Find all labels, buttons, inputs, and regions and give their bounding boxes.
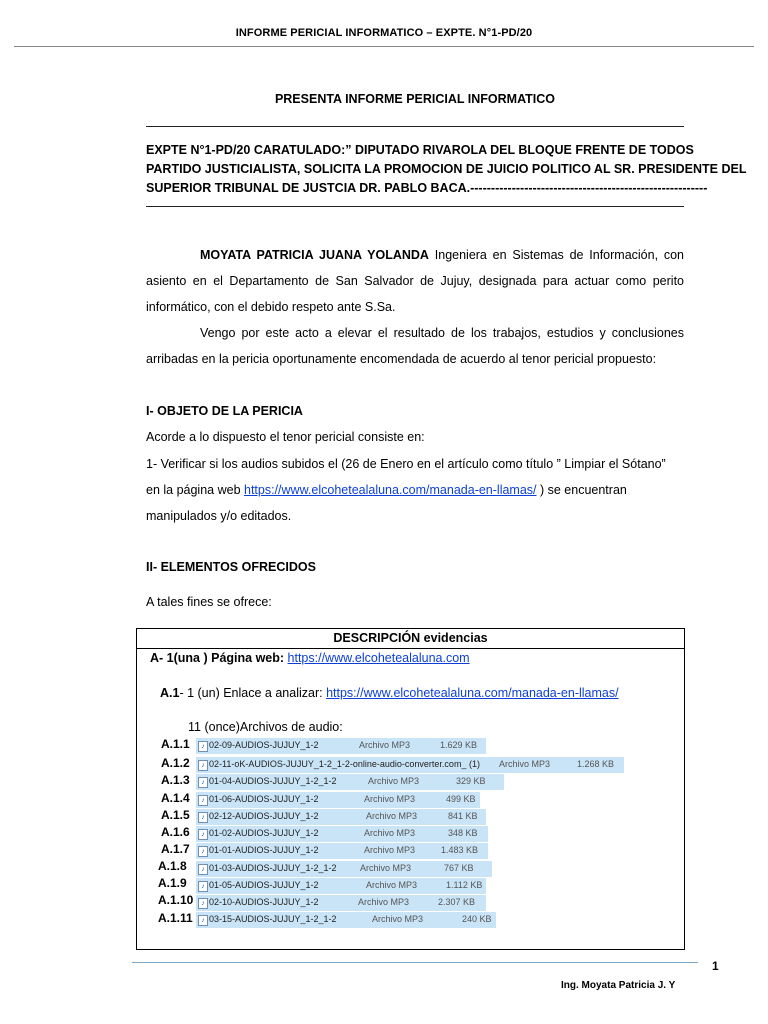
file-label: A.1.7 bbox=[161, 842, 190, 856]
objeto-line-1: Acorde a lo dispuesto el tenor pericial consiste en: bbox=[146, 430, 425, 444]
evidence-a-label: A bbox=[150, 651, 160, 665]
file-row[interactable] bbox=[196, 861, 492, 877]
evidence-a1-label: A.1 bbox=[160, 686, 180, 700]
file-type: Archivo MP3 bbox=[360, 863, 412, 873]
expte-caption bbox=[146, 141, 747, 198]
mp3-file-icon: ♪ bbox=[198, 777, 208, 788]
file-label: A.1.6 bbox=[161, 825, 190, 839]
file-size: 1.483 KB bbox=[441, 845, 479, 855]
file-name: 01-02-AUDIOS-JUJUY_1-2 bbox=[209, 828, 319, 838]
file-row[interactable] bbox=[196, 912, 496, 928]
file-size: 841 KB bbox=[448, 811, 478, 821]
file-label: A.1.9 bbox=[158, 876, 187, 890]
file-size: 1.268 KB bbox=[577, 759, 615, 769]
file-row[interactable] bbox=[196, 792, 480, 808]
running-header: INFORME PERICIAL INFORMATICO – EXPTE. N°1-PD/20 bbox=[235, 27, 533, 39]
mp3-file-icon: ♪ bbox=[198, 915, 208, 926]
file-row[interactable] bbox=[196, 895, 486, 911]
footer-divider bbox=[132, 962, 698, 963]
file-row[interactable] bbox=[196, 774, 504, 790]
file-type: Archivo MP3 bbox=[364, 794, 416, 804]
file-label: A.1.5 bbox=[161, 808, 190, 822]
intro-paragraph bbox=[146, 242, 684, 372]
manada-evidence-link[interactable]: https://www.elcohetealaluna.com/manada-en-llamas/ bbox=[326, 686, 619, 700]
file-size: 240 KB bbox=[462, 914, 492, 924]
evidence-header: DESCRIPCIÓN evidencias bbox=[137, 629, 684, 649]
file-size: 767 KB bbox=[444, 863, 474, 873]
intro-line-5: arribadas en la pericia oportunamente encomendada de acuerdo al tenor pericial propuesto: bbox=[146, 352, 657, 366]
file-name: 02-10-AUDIOS-JUJUY_1-2 bbox=[209, 897, 319, 907]
file-label: A.1.1 bbox=[161, 737, 190, 751]
file-name: 02-12-AUDIOS-JUJUY_1-2 bbox=[209, 811, 319, 821]
intro-line-2: asiento en el Departamento de San Salvador de Jujuy, designada para actuar como perito bbox=[146, 274, 684, 288]
file-type: Archivo MP3 bbox=[358, 897, 410, 907]
mp3-file-icon: ♪ bbox=[198, 795, 208, 806]
file-row[interactable] bbox=[196, 757, 624, 773]
expte-line-1: EXPTE N°1-PD/20 CARATULADO:” DIPUTADO RIVAROLA DEL BLOQUE FRENTE DE TODOS bbox=[146, 143, 694, 157]
evidence-table bbox=[136, 628, 685, 950]
file-row[interactable] bbox=[196, 826, 488, 842]
file-row[interactable] bbox=[196, 738, 486, 754]
file-row[interactable] bbox=[196, 809, 486, 825]
file-label: A.1.11 bbox=[158, 911, 193, 925]
mp3-file-icon: ♪ bbox=[198, 846, 208, 857]
file-size: 329 KB bbox=[456, 776, 486, 786]
intro-line-4: Vengo por este acto a elevar el resultado de los trabajos, estudios y conclusiones bbox=[200, 326, 684, 340]
file-type: Archivo MP3 bbox=[364, 845, 416, 855]
file-size: 348 KB bbox=[448, 828, 478, 838]
file-label: A.1.4 bbox=[161, 791, 190, 805]
file-name: 01-05-AUDIOS-JUJUY_1-2 bbox=[209, 880, 319, 890]
file-name: 01-01-AUDIOS-JUJUY_1-2 bbox=[209, 845, 319, 855]
header-divider bbox=[14, 46, 754, 47]
file-name: 01-04-AUDIOS-JUJUY_1-2_1-2 bbox=[209, 776, 337, 786]
file-size: 2.307 KB bbox=[438, 897, 476, 907]
file-type: Archivo MP3 bbox=[364, 828, 416, 838]
file-name: 01-06-AUDIOS-JUJUY_1-2 bbox=[209, 794, 319, 804]
perito-name: MOYATA PATRICIA JUANA YOLANDA bbox=[200, 248, 429, 262]
manada-link[interactable]: https://www.elcohetealaluna.com/manada-en-llamas/ bbox=[244, 483, 537, 497]
file-type: Archivo MP3 bbox=[359, 740, 411, 750]
file-label: A.1.8 bbox=[158, 859, 187, 873]
file-name: 01-03-AUDIOS-JUJUY_1-2_1-2 bbox=[209, 863, 337, 873]
file-label: A.1.2 bbox=[161, 756, 190, 770]
file-name: 03-15-AUDIOS-JUJUY_1-2_1-2 bbox=[209, 914, 337, 924]
evidence-a1-line: A.1- 1 (un) Enlace a analizar: https://www.elcohetealaluna.com/manada-en-llamas/ bbox=[160, 686, 619, 700]
file-name: 02-11-oK-AUDIOS-JUJUY_1-2_1-2-online-audio-converter.com_ (1) bbox=[209, 759, 480, 769]
file-size: 1.629 KB bbox=[440, 740, 478, 750]
intro-line-3: informático, con el debido respeto ante S.Sa. bbox=[146, 300, 396, 314]
mp3-file-icon: ♪ bbox=[198, 812, 208, 823]
mp3-file-icon: ♪ bbox=[198, 829, 208, 840]
file-label: A.1.10 bbox=[158, 893, 194, 907]
file-type: Archivo MP3 bbox=[366, 811, 418, 821]
intro-line-1: MOYATA PATRICIA JUANA YOLANDA Ingeniera en Sistemas de Información, con bbox=[200, 248, 685, 262]
section-objeto-title: I- OBJETO DE LA PERICIA bbox=[146, 404, 303, 418]
elcohete-link[interactable]: https://www.elcohetealaluna.com bbox=[287, 651, 470, 665]
objeto-line-2: 1- Verificar si los audios subidos el (26 de Enero en el artículo como título ” Limpiar el Sótano” bbox=[146, 457, 666, 471]
file-type: Archivo MP3 bbox=[372, 914, 424, 924]
section-elementos-title: II- ELEMENTOS OFRECIDOS bbox=[146, 560, 316, 574]
footer-author: Ing. Moyata Patricia J. Y bbox=[561, 980, 676, 991]
expte-line-2: PARTIDO JUSTICIALISTA, SOLICITA LA PROMOCION DE JUICIO POLITICO AL SR. PRESIDENTE DEL bbox=[146, 162, 747, 176]
mp3-file-icon: ♪ bbox=[198, 741, 208, 752]
file-size: 499 KB bbox=[446, 794, 476, 804]
bottom-rule bbox=[146, 206, 684, 207]
file-size: 1.112 KB bbox=[446, 880, 483, 890]
file-label: A.1.3 bbox=[161, 773, 190, 787]
file-type: Archivo MP3 bbox=[366, 880, 418, 890]
top-rule bbox=[146, 126, 684, 127]
objeto-line-4: manipulados y/o editados. bbox=[146, 509, 292, 523]
mp3-file-icon: ♪ bbox=[198, 864, 208, 875]
page-number: 1 bbox=[712, 959, 719, 973]
evidence-a-line: A- 1(una ) Página web: https://www.elcohetealaluna.com bbox=[150, 651, 470, 665]
audio-files-title: 11 (once)Archivos de audio: bbox=[188, 720, 343, 734]
document-title: PRESENTA INFORME PERICIAL INFORMATICO bbox=[274, 92, 556, 106]
elementos-line-1: A tales fines se ofrece: bbox=[146, 595, 272, 609]
file-type: Archivo MP3 bbox=[368, 776, 420, 786]
mp3-file-icon: ♪ bbox=[198, 760, 208, 771]
file-row[interactable] bbox=[196, 843, 488, 859]
mp3-file-icon: ♪ bbox=[198, 898, 208, 909]
expte-line-3: SUPERIOR TRIBUNAL DE JUSTCIA DR. PABLO BACA.--------------------------------------------------------- bbox=[146, 181, 708, 195]
file-name: 02-09-AUDIOS-JUJUY_1-2 bbox=[209, 740, 319, 750]
objeto-line-3: en la página web https://www.elcohetealaluna.com/manada-en-llamas/ ) se encuentran bbox=[146, 483, 627, 497]
mp3-file-icon: ♪ bbox=[198, 881, 208, 892]
file-row[interactable] bbox=[196, 878, 486, 894]
file-type: Archivo MP3 bbox=[499, 759, 551, 769]
